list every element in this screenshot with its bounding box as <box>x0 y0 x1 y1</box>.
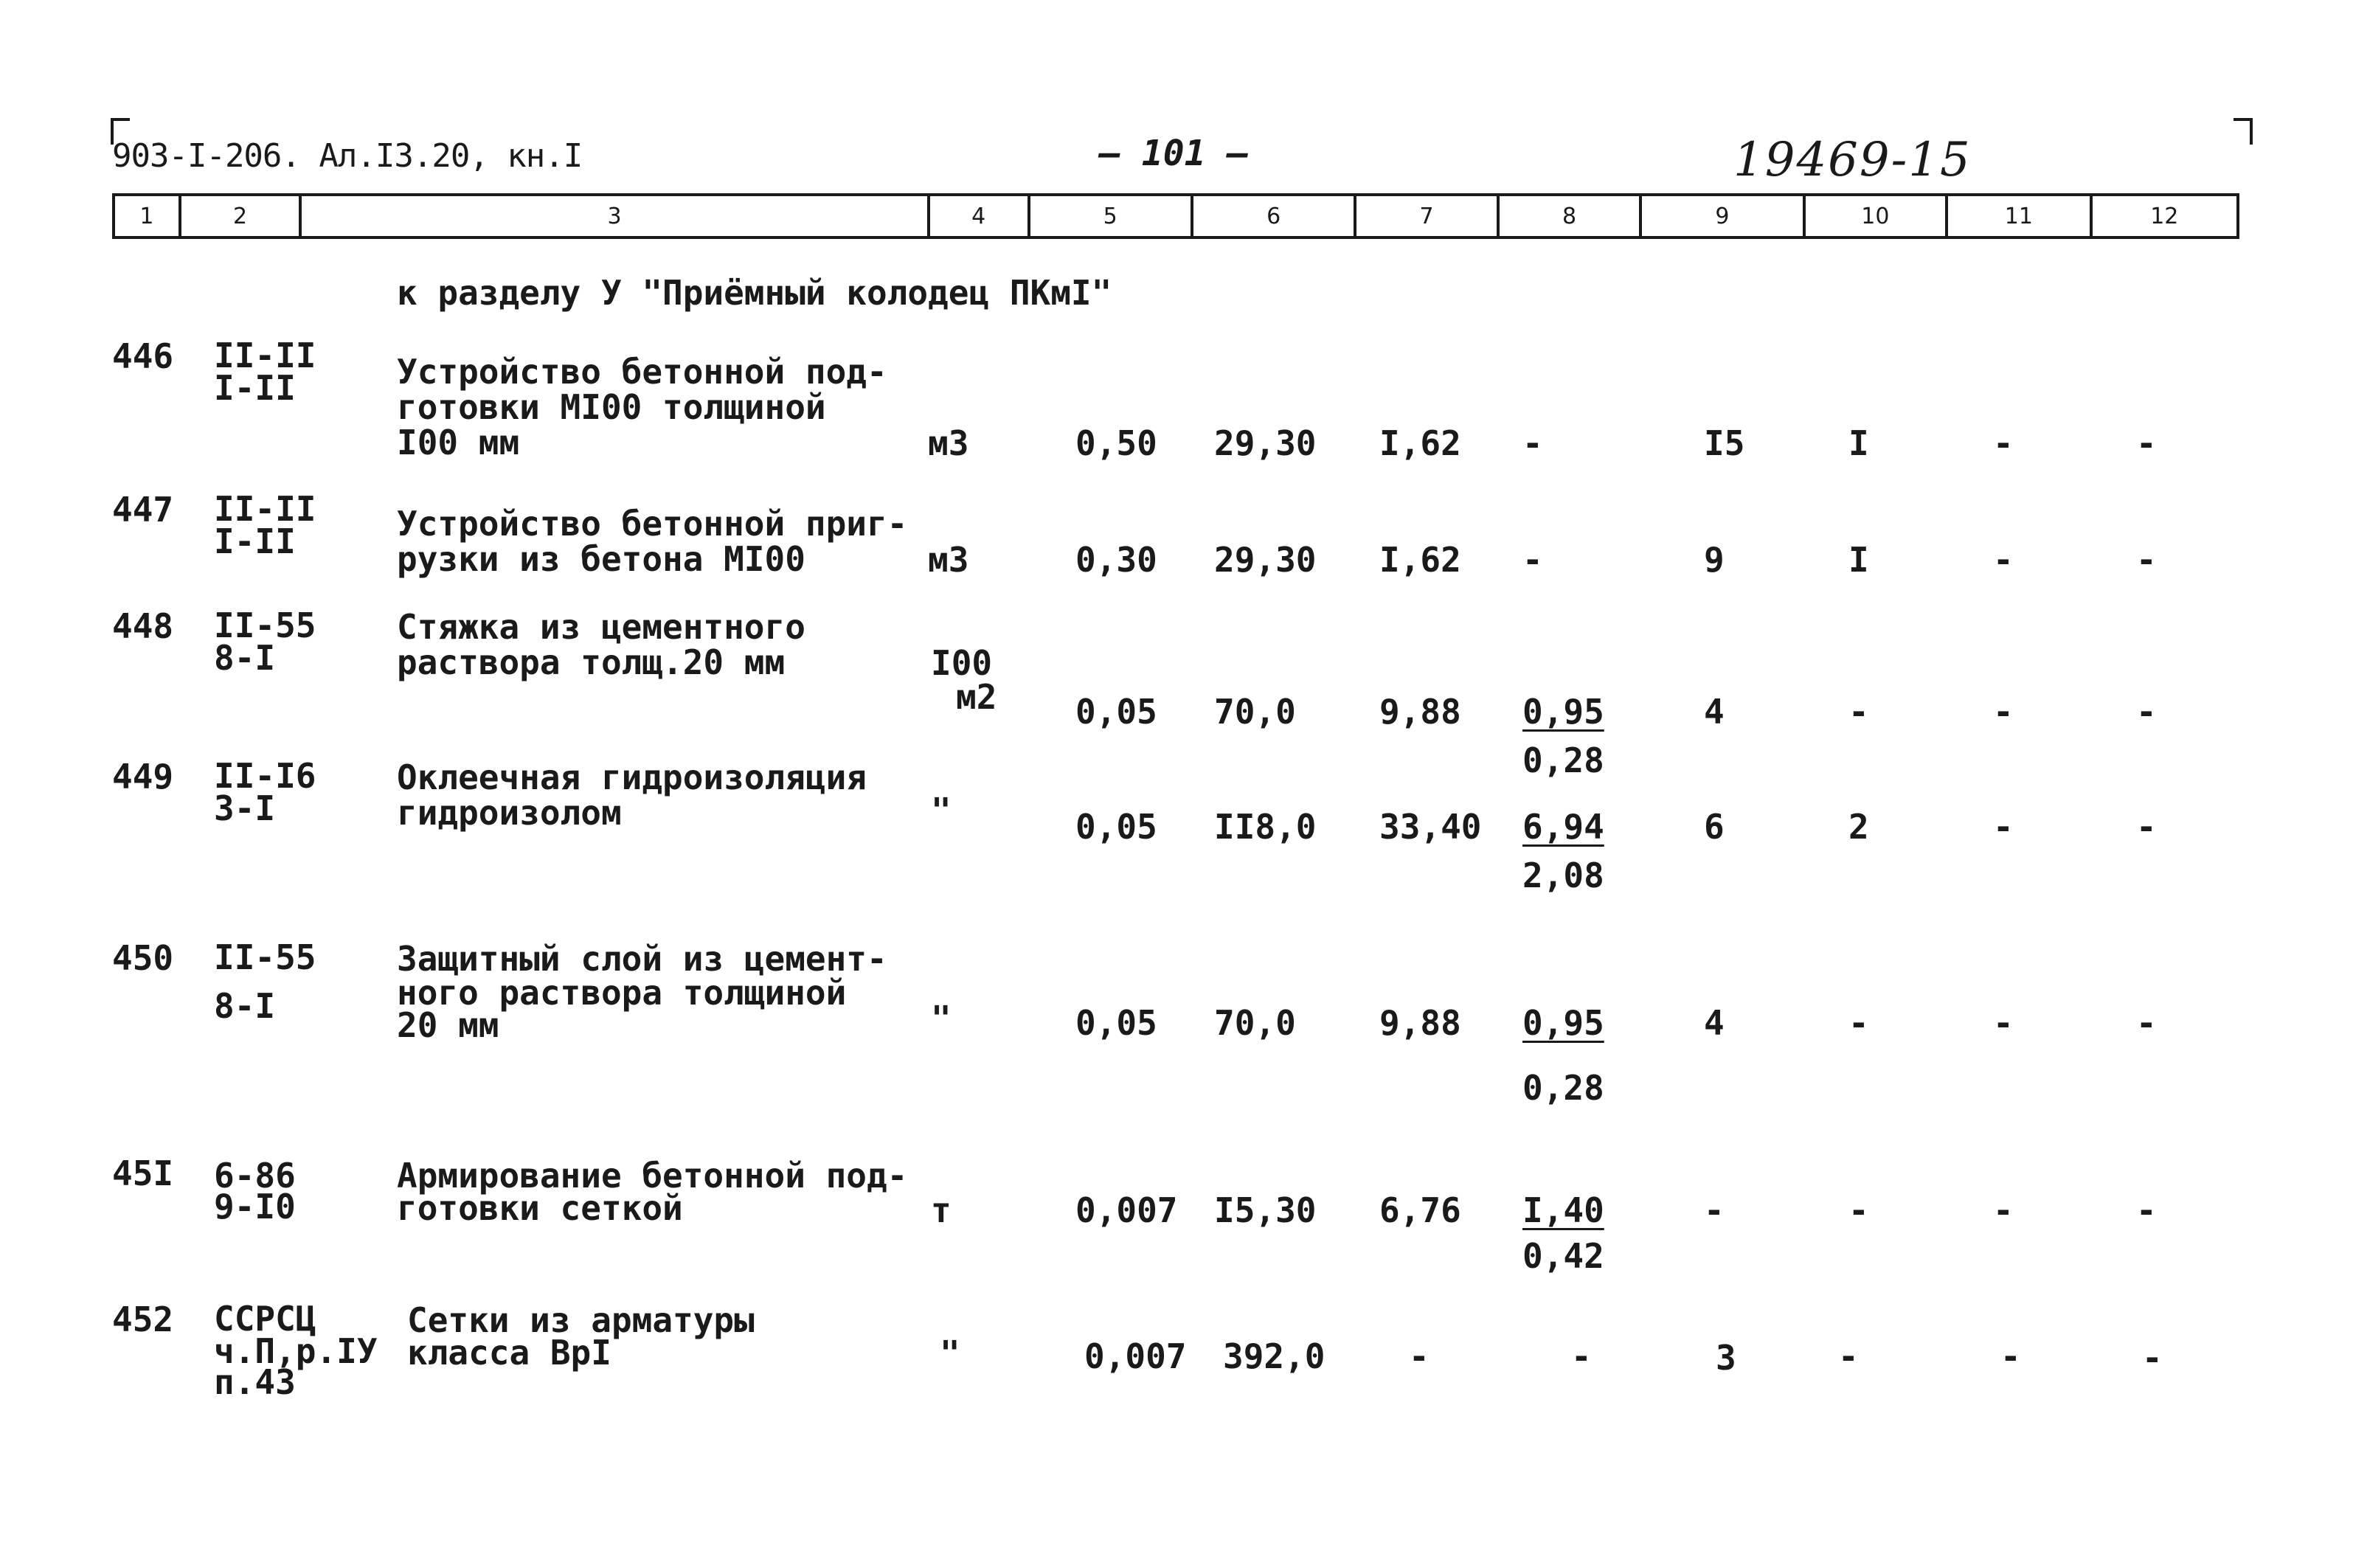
row-unit: м3 <box>928 423 969 463</box>
row-description-line: ного раствора толщиной <box>397 973 847 1013</box>
column-header: 7 <box>1356 196 1499 236</box>
row-col6: I5,30 <box>1214 1190 1317 1230</box>
handwritten-number: 19469-15 <box>1733 133 1972 187</box>
row-code-line: 6-86 <box>214 1156 296 1196</box>
row-col12: - <box>2136 423 2157 463</box>
row-number: 446 <box>112 336 174 376</box>
row-col10: I <box>1848 423 1869 463</box>
row-description-line: раствора толщ.20 мм <box>397 642 786 682</box>
column-header: 9 <box>1642 196 1805 236</box>
row-col10: - <box>1848 1190 1869 1230</box>
section-title: к разделу У "Приёмный колодец ПКмI" <box>397 273 1112 313</box>
row-col5: 0,05 <box>1075 1003 1157 1043</box>
column-header: 12 <box>2150 203 2179 229</box>
row-code-line: II-55 <box>214 937 316 977</box>
row-description-line: I00 мм <box>397 423 520 462</box>
row-description-line: Армирование бетонной под- <box>397 1156 908 1196</box>
column-header: 4 <box>930 196 1030 236</box>
row-code-line: ч.П,р.IУ <box>214 1331 378 1371</box>
row-description-line: 20 мм <box>397 1005 499 1045</box>
row-code-line: 3-I <box>214 788 276 828</box>
row-unit: " <box>931 791 952 830</box>
row-col6: 29,30 <box>1214 423 1317 463</box>
row-description-line: Стяжка из цементного <box>397 607 805 647</box>
row-unit: т <box>931 1190 952 1230</box>
column-header: 8 <box>1500 196 1642 236</box>
row-col10: - <box>1838 1336 1859 1376</box>
row-col8: I,40 <box>1522 1190 1604 1230</box>
row-col8: - <box>1522 540 1543 580</box>
row-col9: 9 <box>1704 540 1725 580</box>
row-col11: - <box>1993 423 2014 463</box>
row-col6: 29,30 <box>1214 540 1317 580</box>
row-col6: 70,0 <box>1214 692 1296 732</box>
row-col10: I <box>1848 540 1869 580</box>
row-number: 448 <box>112 606 174 646</box>
row-code-line: II-I6 <box>214 756 316 796</box>
column-header: 3 <box>302 196 930 236</box>
row-code-line: 8-I <box>214 986 276 1026</box>
row-col7: - <box>1409 1336 1430 1376</box>
column-header-row <box>112 193 2239 239</box>
row-col5: 0,50 <box>1075 423 1157 463</box>
row-col11: - <box>1993 1003 2014 1043</box>
row-col5: 0,30 <box>1075 540 1157 580</box>
row-description-line: готовки сеткой <box>397 1188 683 1228</box>
row-col8: 0,95 <box>1522 1003 1604 1043</box>
row-description-line: готовки МI00 толщиной <box>397 387 826 427</box>
row-code-line: II-II <box>214 336 316 375</box>
row-unit: " <box>931 999 952 1038</box>
row-col8: - <box>1522 423 1543 463</box>
row-col11: - <box>1993 540 2014 580</box>
row-unit: I00 <box>931 643 993 683</box>
row-number: 452 <box>112 1300 174 1339</box>
row-col6: 70,0 <box>1214 1003 1296 1043</box>
row-col12: - <box>2142 1338 2163 1378</box>
corner-mark-right <box>2234 118 2253 145</box>
row-col9: I5 <box>1704 423 1745 463</box>
row-code-line: 9-I0 <box>214 1187 296 1227</box>
row-description-line: гидроизолом <box>397 793 622 833</box>
row-col8-second: 0,28 <box>1522 740 1604 780</box>
row-col7: 33,40 <box>1379 807 1482 847</box>
row-col10: 2 <box>1848 807 1869 847</box>
row-col5: 0,007 <box>1075 1190 1178 1230</box>
row-col9: - <box>1704 1190 1725 1230</box>
row-col11: - <box>1993 692 2014 732</box>
row-col8: - <box>1571 1336 1592 1376</box>
row-col9: 4 <box>1704 1003 1725 1043</box>
document-code: 903-I-206. Ал.I3.20, кн.I <box>112 137 583 175</box>
row-col12: - <box>2136 807 2157 847</box>
row-col9: 4 <box>1704 692 1725 732</box>
row-code-line: п.43 <box>214 1362 296 1402</box>
row-description-line: Оклеечная гидроизоляция <box>397 757 867 797</box>
column-header: 11 <box>1948 196 2092 236</box>
row-code-line: II-55 <box>214 606 316 645</box>
row-code-line: I-II <box>214 368 296 408</box>
row-col12: - <box>2136 1003 2157 1043</box>
row-col7: I,62 <box>1379 540 1461 580</box>
column-header: 10 <box>1806 196 1948 236</box>
row-col9: 3 <box>1716 1338 1736 1378</box>
row-description-line: Сетки из арматуры <box>407 1300 755 1340</box>
row-col7: 9,88 <box>1379 692 1461 732</box>
page-number: — 101 — <box>1099 133 1249 174</box>
row-col7: 9,88 <box>1379 1003 1461 1043</box>
column-header: 6 <box>1193 196 1356 236</box>
row-number: 45I <box>112 1154 174 1193</box>
row-number: 447 <box>112 490 174 530</box>
column-header: 2 <box>181 196 302 236</box>
row-code-line: 8-I <box>214 638 276 678</box>
row-col11: - <box>1993 1190 2014 1230</box>
row-col9: 6 <box>1704 807 1725 847</box>
row-col7: I,62 <box>1379 423 1461 463</box>
row-col8-second: 0,28 <box>1522 1068 1604 1108</box>
column-header: 1 <box>115 196 181 236</box>
row-unit: м3 <box>928 540 969 580</box>
row-number: 449 <box>112 757 174 797</box>
row-col6: II8,0 <box>1214 807 1317 847</box>
row-code-line: I-II <box>214 521 296 561</box>
row-col7: 6,76 <box>1379 1190 1461 1230</box>
row-col12: - <box>2136 1190 2157 1230</box>
row-col5: 0,05 <box>1075 692 1157 732</box>
row-col12: - <box>2136 692 2157 732</box>
row-col11: - <box>1993 807 2014 847</box>
row-unit-line2: м2 <box>956 677 997 717</box>
row-col8: 0,95 <box>1522 692 1604 732</box>
row-col11: - <box>2000 1336 2021 1376</box>
row-col5: 0,05 <box>1075 807 1157 847</box>
row-description-line: рузки из бетона МI00 <box>397 539 805 579</box>
row-col5: 0,007 <box>1084 1336 1187 1376</box>
row-number: 450 <box>112 938 174 978</box>
row-code-line: ССРСЦ <box>214 1299 316 1339</box>
row-unit: " <box>940 1333 960 1373</box>
row-col8-second: 2,08 <box>1522 856 1604 895</box>
row-col10: - <box>1848 1003 1869 1043</box>
row-code-line: II-II <box>214 489 316 529</box>
row-col6: 392,0 <box>1223 1336 1325 1376</box>
row-col8-second: 0,42 <box>1522 1236 1604 1276</box>
row-description-line: Устройство бетонной под- <box>397 352 887 392</box>
column-header: 5 <box>1030 196 1193 236</box>
row-col10: - <box>1848 692 1869 732</box>
row-description-line: Устройство бетонной приг- <box>397 504 908 544</box>
row-col12: - <box>2136 540 2157 580</box>
row-col8: 6,94 <box>1522 807 1604 847</box>
row-description-line: Защитный слой из цемент- <box>397 939 887 979</box>
row-description-line: класса ВрI <box>407 1333 611 1373</box>
